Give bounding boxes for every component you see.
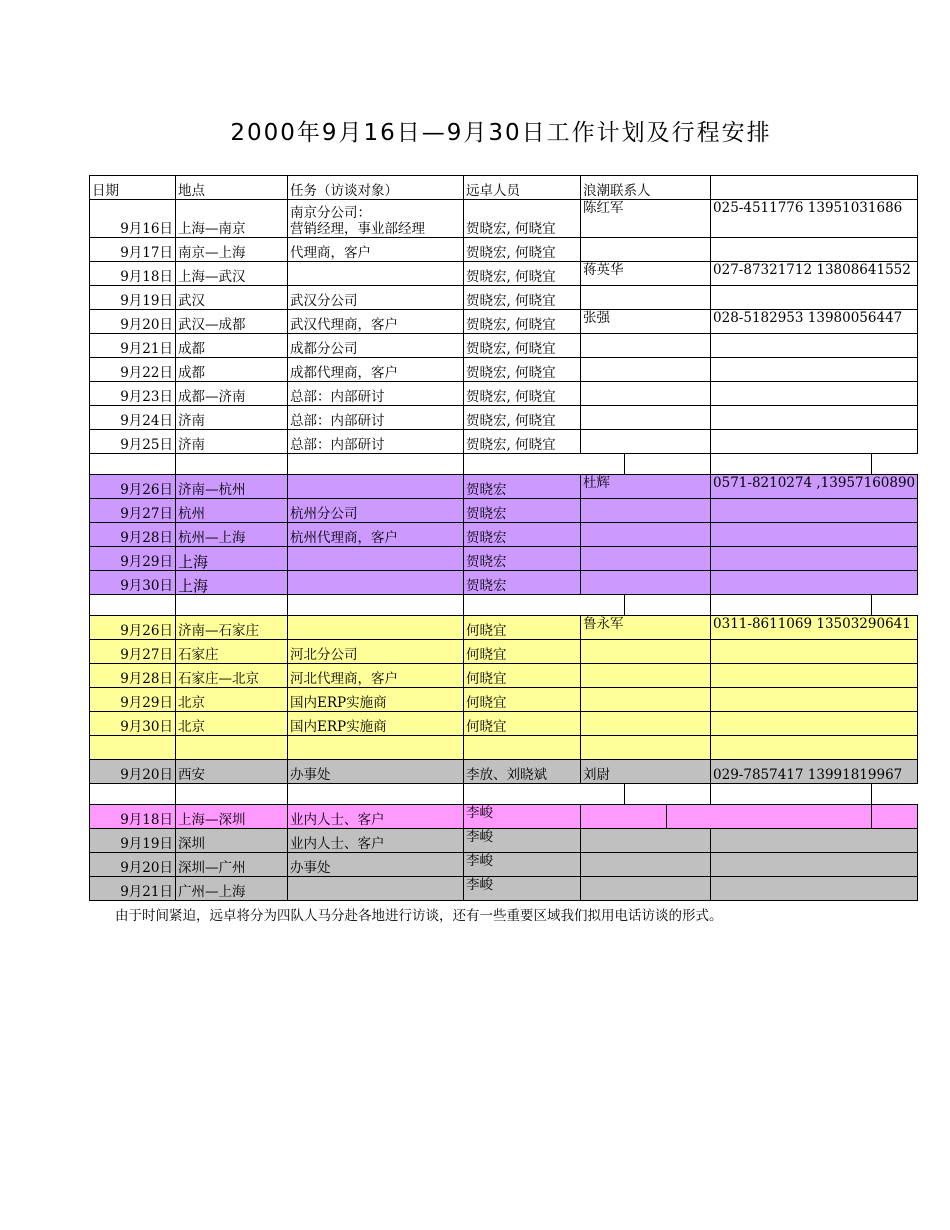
contact-cell <box>581 499 711 523</box>
staff-cell: 贺晓宏 <box>464 547 581 571</box>
empty-cell <box>872 805 918 829</box>
date-cell: 9月30日 <box>90 571 176 595</box>
staff-cell: 何晓宜 <box>464 712 581 736</box>
staff-cell: 何晓宜 <box>464 640 581 664</box>
footnote: 由于时间紧迫，远卓将分为四队人马分赴各地进行访谈，还有一些重要区域我们拟用电话访谈的形式。 <box>115 908 723 924</box>
spacer-cell <box>90 454 176 475</box>
place-cell: 武汉 <box>176 286 288 310</box>
table-row <box>90 310 918 334</box>
phone-cell <box>711 382 918 406</box>
place-cell: 上海—武汉 <box>176 262 288 286</box>
date-cell: 9月26日 <box>90 475 176 499</box>
place-cell: 成都—济南 <box>176 382 288 406</box>
place-cell: 济南—杭州 <box>176 475 288 499</box>
contact-cell <box>581 853 711 877</box>
task-cell: 办事处 <box>288 853 464 877</box>
date-cell: 9月26日 <box>90 616 176 640</box>
staff-cell: 贺晓宏 <box>464 499 581 523</box>
header-row <box>90 176 918 200</box>
contact-cell: 陈红军 <box>581 200 711 238</box>
staff-cell: 贺晓宏, 何晓宜 <box>464 382 581 406</box>
staff-cell: 李峻 <box>464 805 581 829</box>
place-cell: 北京 <box>176 688 288 712</box>
date-cell: 9月19日 <box>90 829 176 853</box>
date-cell: 9月28日 <box>90 664 176 688</box>
place-cell: 杭州—上海 <box>176 523 288 547</box>
staff-cell: 何晓宜 <box>464 688 581 712</box>
spacer-cell <box>176 784 288 805</box>
place-cell: 武汉—成都 <box>176 310 288 334</box>
spacer-row <box>90 595 918 616</box>
page-title: 2000年9月16日—9月30日工作计划及行程安排 <box>230 120 772 146</box>
contact-cell <box>581 238 711 262</box>
phone-cell <box>711 238 918 262</box>
spacer-cell <box>872 454 918 475</box>
phone-cell: 028-5182953 13980056447 <box>711 310 918 334</box>
spacer-cell <box>288 454 464 475</box>
empty-cell <box>581 736 711 760</box>
phone-cell: 0571-8210274 ,13957160890 <box>711 475 918 499</box>
spacer-cell <box>90 784 176 805</box>
place-cell: 石家庄—北京 <box>176 664 288 688</box>
date-cell: 9月29日 <box>90 547 176 571</box>
table-row <box>90 200 918 238</box>
phone-cell: 027-87321712 13808641552 <box>711 262 918 286</box>
empty-cell <box>176 736 288 760</box>
task-cell <box>288 877 464 901</box>
place-cell: 西安 <box>176 760 288 784</box>
place-cell: 广州—上海 <box>176 877 288 901</box>
place-cell: 济南 <box>176 430 288 454</box>
table-row <box>90 286 918 310</box>
date-cell: 9月16日 <box>90 200 176 238</box>
date-cell: 9月30日 <box>90 712 176 736</box>
contact-cell: 蒋英华 <box>581 262 711 286</box>
task-cell: 业内人士、客户 <box>288 829 464 853</box>
contact-cell <box>581 382 711 406</box>
table-row <box>90 262 918 286</box>
date-cell: 9月23日 <box>90 382 176 406</box>
header-phone <box>711 176 918 200</box>
empty-cell <box>288 736 464 760</box>
spacer-cell <box>625 454 711 475</box>
contact-cell: 鲁永军 <box>581 616 711 640</box>
date-cell: 9月17日 <box>90 238 176 262</box>
table-row <box>90 547 918 571</box>
task-cell <box>288 547 464 571</box>
place-cell: 上海—深圳 <box>176 805 288 829</box>
header-contact: 浪潮联系人 <box>581 176 711 200</box>
phone-cell <box>711 523 918 547</box>
task-cell: 武汉代理商，客户 <box>288 310 464 334</box>
task-cell <box>288 571 464 595</box>
spacer-row <box>90 454 918 475</box>
spacer-cell <box>90 595 176 616</box>
table-row <box>90 430 918 454</box>
staff-cell: 贺晓宏, 何晓宜 <box>464 262 581 286</box>
phone-cell <box>711 640 918 664</box>
spacer-cell <box>872 595 918 616</box>
staff-cell: 李放、刘晓斌 <box>464 760 581 784</box>
contact-cell <box>581 523 711 547</box>
empty-row <box>90 736 918 760</box>
table-row <box>90 406 918 430</box>
staff-cell: 何晓宜 <box>464 664 581 688</box>
table-row <box>90 523 918 547</box>
contact-cell <box>581 406 711 430</box>
spacer-cell <box>872 784 918 805</box>
header-task: 任务（访谈对象） <box>288 176 464 200</box>
task-cell: 南京分公司： 营销经理，事业部经理 <box>288 200 464 238</box>
spacer-cell <box>711 595 872 616</box>
spacer-cell <box>288 784 464 805</box>
contact-cell <box>581 688 711 712</box>
staff-cell: 李峻 <box>464 829 581 853</box>
task-cell: 河北代理商，客户 <box>288 664 464 688</box>
phone-cell <box>711 829 918 853</box>
place-cell: 深圳 <box>176 829 288 853</box>
place-cell: 成都 <box>176 334 288 358</box>
task-cell <box>288 475 464 499</box>
date-cell: 9月27日 <box>90 640 176 664</box>
place-cell: 济南—石家庄 <box>176 616 288 640</box>
contact-cell <box>581 877 711 901</box>
contact-cell <box>581 571 711 595</box>
phone-cell: 029-7857417 13991819967 <box>711 760 918 784</box>
task-cell: 河北分公司 <box>288 640 464 664</box>
table-row <box>90 688 918 712</box>
header-staff: 远卓人员 <box>464 176 581 200</box>
task-cell: 国内ERP实施商 <box>288 688 464 712</box>
spacer-cell <box>288 595 464 616</box>
task-cell <box>288 616 464 640</box>
place-cell: 成都 <box>176 358 288 382</box>
table-row <box>90 616 918 640</box>
phone-cell <box>711 406 918 430</box>
date-cell: 9月28日 <box>90 523 176 547</box>
date-cell: 9月21日 <box>90 334 176 358</box>
phone-cell: 0311-8611069 13503290641 <box>711 616 918 640</box>
place-cell: 南京—上海 <box>176 238 288 262</box>
contact-cell <box>581 712 711 736</box>
table-row <box>90 760 918 784</box>
place-cell: 济南 <box>176 406 288 430</box>
place-cell: 杭州 <box>176 499 288 523</box>
date-cell: 9月22日 <box>90 358 176 382</box>
task-cell: 总部：内部研讨 <box>288 406 464 430</box>
empty-cell <box>667 805 872 829</box>
date-cell: 9月20日 <box>90 760 176 784</box>
phone-cell: 025-4511776 13951031686 <box>711 200 918 238</box>
spacer-cell <box>625 595 711 616</box>
phone-cell <box>711 499 918 523</box>
staff-cell: 贺晓宏 <box>464 475 581 499</box>
date-cell: 9月24日 <box>90 406 176 430</box>
table-row <box>90 571 918 595</box>
place-cell: 上海—南京 <box>176 200 288 238</box>
contact-cell <box>581 358 711 382</box>
phone-cell <box>711 571 918 595</box>
staff-cell: 何晓宜 <box>464 616 581 640</box>
table-row <box>90 499 918 523</box>
phone-cell <box>711 688 918 712</box>
contact-cell <box>581 664 711 688</box>
place-cell: 深圳—广州 <box>176 853 288 877</box>
date-cell: 9月20日 <box>90 853 176 877</box>
table-row <box>90 358 918 382</box>
table-row <box>90 475 918 499</box>
staff-cell: 贺晓宏, 何晓宜 <box>464 406 581 430</box>
spacer-cell <box>464 454 625 475</box>
contact-cell: 张强 <box>581 310 711 334</box>
task-cell <box>288 262 464 286</box>
empty-cell <box>464 736 581 760</box>
spacer-cell <box>711 784 872 805</box>
header-date: 日期 <box>90 176 176 200</box>
task-cell: 代理商，客户 <box>288 238 464 262</box>
phone-cell <box>711 547 918 571</box>
phone-cell <box>711 853 918 877</box>
table-row <box>90 877 918 901</box>
schedule-table <box>89 175 918 901</box>
phone-cell <box>711 358 918 382</box>
task-cell: 成都代理商，客户 <box>288 358 464 382</box>
empty-cell <box>90 736 176 760</box>
spacer-cell <box>625 784 711 805</box>
contact-cell <box>581 640 711 664</box>
date-cell: 9月18日 <box>90 262 176 286</box>
date-cell: 9月19日 <box>90 286 176 310</box>
date-cell: 9月21日 <box>90 877 176 901</box>
table-row <box>90 382 918 406</box>
task-cell: 武汉分公司 <box>288 286 464 310</box>
phone-cell <box>711 286 918 310</box>
date-cell: 9月29日 <box>90 688 176 712</box>
place-cell: 北京 <box>176 712 288 736</box>
staff-cell: 贺晓宏, 何晓宜 <box>464 286 581 310</box>
spacer-cell <box>711 454 872 475</box>
spacer-cell <box>176 454 288 475</box>
place-cell: 上海 <box>176 547 288 571</box>
contact-cell <box>581 829 711 853</box>
table-row <box>90 238 918 262</box>
contact-cell <box>581 334 711 358</box>
task-cell: 总部：内部研讨 <box>288 430 464 454</box>
table-row <box>90 640 918 664</box>
task-cell: 办事处 <box>288 760 464 784</box>
contact-cell <box>581 286 711 310</box>
task-cell: 国内ERP实施商 <box>288 712 464 736</box>
spacer-row <box>90 784 918 805</box>
spacer-cell <box>464 595 625 616</box>
header-place: 地点 <box>176 176 288 200</box>
table-row <box>90 664 918 688</box>
phone-cell <box>711 664 918 688</box>
staff-cell: 贺晓宏 <box>464 523 581 547</box>
staff-cell: 贺晓宏, 何晓宜 <box>464 310 581 334</box>
contact-cell <box>581 430 711 454</box>
staff-cell: 李峻 <box>464 853 581 877</box>
date-cell: 9月20日 <box>90 310 176 334</box>
contact-cell <box>581 547 711 571</box>
table-row <box>90 712 918 736</box>
task-cell: 业内人士、客户 <box>288 805 464 829</box>
table-row <box>90 829 918 853</box>
place-cell: 上海 <box>176 571 288 595</box>
task-cell: 杭州分公司 <box>288 499 464 523</box>
staff-cell: 贺晓宏, 何晓宜 <box>464 430 581 454</box>
task-cell: 总部：内部研讨 <box>288 382 464 406</box>
table-row <box>90 805 918 829</box>
table-row <box>90 334 918 358</box>
phone-cell <box>711 877 918 901</box>
staff-cell: 贺晓宏, 何晓宜 <box>464 358 581 382</box>
staff-cell: 贺晓宏 <box>464 571 581 595</box>
staff-cell: 贺晓宏, 何晓宜 <box>464 334 581 358</box>
staff-cell: 贺晓宏, 何晓宜 <box>464 238 581 262</box>
task-cell: 成都分公司 <box>288 334 464 358</box>
spacer-cell <box>176 595 288 616</box>
phone-cell <box>711 334 918 358</box>
place-cell: 石家庄 <box>176 640 288 664</box>
spacer-cell <box>464 784 625 805</box>
table-row <box>90 853 918 877</box>
contact-cell: 刘尉 <box>581 760 711 784</box>
empty-cell <box>711 736 918 760</box>
date-cell: 9月25日 <box>90 430 176 454</box>
date-cell: 9月27日 <box>90 499 176 523</box>
empty-cell <box>581 805 667 829</box>
staff-cell: 李峻 <box>464 877 581 901</box>
phone-cell <box>711 430 918 454</box>
phone-cell <box>711 712 918 736</box>
task-cell: 杭州代理商，客户 <box>288 523 464 547</box>
staff-cell: 贺晓宏, 何晓宜 <box>464 200 581 238</box>
contact-cell: 杜辉 <box>581 475 711 499</box>
date-cell: 9月18日 <box>90 805 176 829</box>
